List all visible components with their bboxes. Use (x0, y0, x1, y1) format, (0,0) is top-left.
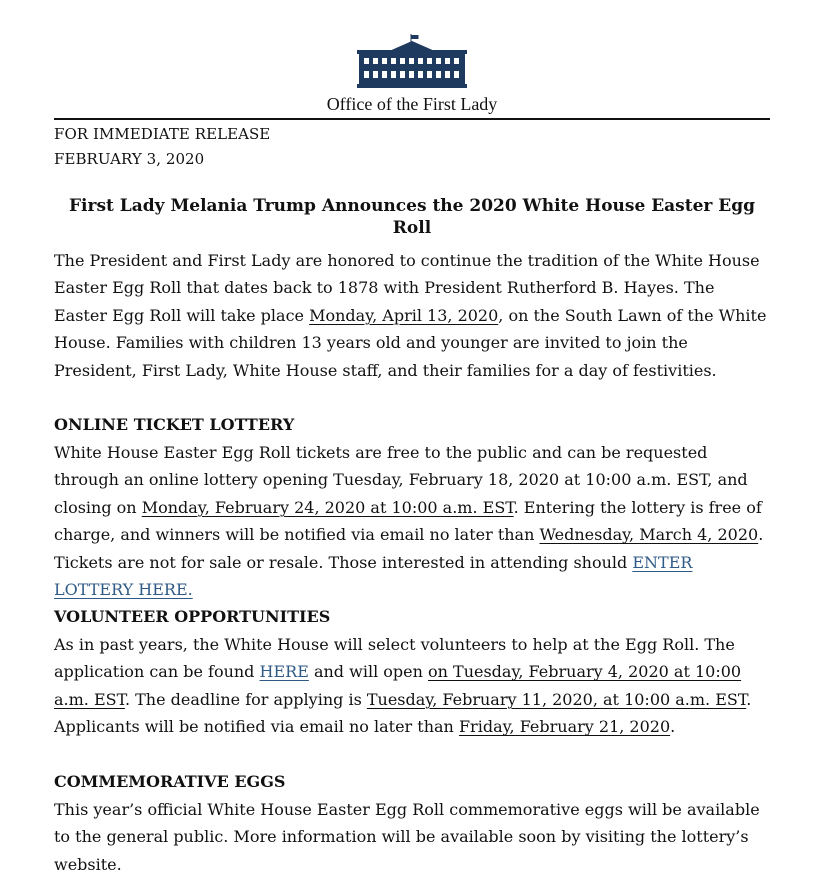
enter-lottery-link[interactable]: ENTER LOTTERY HERE. (54, 552, 693, 600)
release-date: FEBRUARY 3, 2020 (54, 150, 205, 168)
eggs-paragraph: This year’s official White House Easter Egg Roll commemorative eggs will be available to the general public. More information will be available soon by visiting the lottery’s website. (54, 800, 760, 874)
header-divider (54, 118, 770, 120)
page-title: First Lady Melania Trump Announces the 2020 White House Easter Egg Roll (68, 196, 756, 238)
volunteer-paragraph: As in past years, the White House will select volunteers to help at the Egg Roll. The application can be found HERE and will open on Tuesday, February 4, 2020 at 10:00 a.m. EST. The deadline for applying is Tuesday, February 11, 2020, at 10:00 a.m. EST. Applicants will be notified via email no later than Friday, February 21, 2020. (54, 635, 752, 737)
volunteer-deadline: Tuesday, February 11, 2020, at 10:00 a.m. EST (366, 689, 747, 709)
volunteer-application-link[interactable]: HERE (259, 662, 309, 682)
lottery-heading: ONLINE TICKET LOTTERY (54, 415, 295, 434)
office-title: Office of the First Lady (326, 94, 498, 114)
volunteer-open-date: on Tuesday, February 4, 2020 at 10:00 a.m. EST (54, 662, 742, 709)
lottery-paragraph: White House Easter Egg Roll tickets are free to the public and can be requested through an online lottery opening Tuesday, February 18, 2020 at 10:00 a.m. EST, and closing on Monday, February 24, 2020 at 10:00 a.m. EST. Entering the lottery is free of charge, and winners will be notified via email no later than Wednesday, March 4, 2020. Tickets are not for sale or resale. Those interested in attending should ENTER LOTTERY HERE. (54, 443, 764, 600)
event-date: Monday, April 13, 2020 (309, 305, 499, 325)
white-house-logo-icon (357, 34, 467, 88)
volunteer-notify-date: Friday, February 21, 2020 (458, 717, 671, 737)
release-label: FOR IMMEDIATE RELEASE (54, 125, 271, 143)
intro-paragraph: The President and First Lady are honored to continue the tradition of the White House Easter Egg Roll that dates back to 1878 with President Rutherford B. Hayes. The Easter Egg Roll will take place Monday, April 13, 2020, on the South Lawn of the White House. Families with children 13 years old and younger are invited to join the President, First Lady, White House staff, and their families for a day of festivities. (54, 251, 767, 380)
lottery-notify-date: Wednesday, March 4, 2020 (539, 525, 759, 545)
eggs-heading: COMMEMORATIVE EGGS (54, 772, 286, 791)
volunteer-heading: VOLUNTEER OPPORTUNITIES (54, 607, 331, 626)
lottery-closing-date: Monday, February 24, 2020 at 10:00 a.m. EST (141, 497, 514, 517)
